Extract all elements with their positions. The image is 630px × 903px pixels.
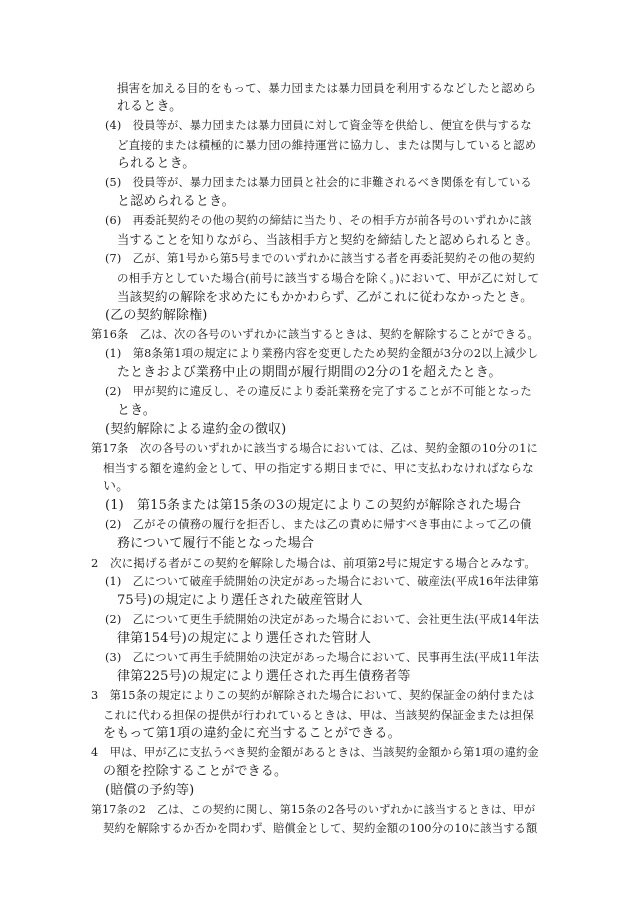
text-line: (1) 乙について破産手続開始の決定があった場合において、破産法(平成16年法律第 bbox=[105, 575, 539, 588]
text-line: の相手方としていた場合(前号に該当する場合を除く。)において、甲が乙に対して bbox=[117, 271, 540, 285]
text-line: (3) 乙について再生手続開始の決定があった場合において、民事再生法(平成11年法 bbox=[105, 651, 539, 664]
section-heading: (乙の契約解除権) bbox=[105, 308, 208, 323]
text-line: 務について履行不能となった場合 bbox=[117, 536, 314, 551]
text-line: (2) 乙がその債務の履行を拒否し、または乙の責めに帰すべき事由によって乙の債 bbox=[105, 518, 532, 531]
text-line: (4) 役員等が、暴力団または暴力団員に対して資金等を供給し、便宜を供与するな bbox=[105, 119, 532, 132]
text-line: い。 bbox=[103, 479, 130, 494]
text-line: と認められるとき。 bbox=[117, 194, 235, 209]
text-line: (5) 役員等が、暴力団または暴力団員と社会的に非難されるべき関係を有している bbox=[105, 176, 532, 189]
text-line: (6) 再委託契約その他の契約の締結に当たり、その相手方が前各号のいずれかに該 bbox=[105, 214, 532, 227]
text-line: 契約を解除するか否かを問わず、賠償金として、契約金額の100分の10に該当する額 bbox=[103, 822, 538, 835]
text-line: これに代わる担保の提供が行われているときは、甲は、当該契約保証金または担保 bbox=[103, 708, 535, 722]
article-line: 第16条 乙は、次の各号のいずれかに該当するときは、契約を解除することができる。 bbox=[91, 328, 539, 341]
text-line: 相当する額を違約金として、甲の指定する期日までに、甲に支払わなければならな bbox=[103, 461, 534, 475]
text-line: 当することを知りながら、当該相手方と契約を締結したと認められるとき。 bbox=[117, 233, 539, 247]
text-line: ど直接的または積極的に暴力団の維持運営に協力し、または関与していると認め bbox=[117, 138, 537, 152]
text-line: (1) 第15条または第15条の3の規定によりこの契約が解除された場合 bbox=[105, 498, 522, 513]
text-line: 律第154号)の規定により選任された管財人 bbox=[117, 631, 372, 646]
text-line: (2) 甲が契約に違反し、その違反により委託業務を完了することが不可能となった bbox=[105, 385, 532, 398]
text-line: をもって第1項の違約金に充当することができる。 bbox=[103, 726, 401, 741]
text-line: たときおよび業務中止の期間が履行期間の2分の1を超えたとき。 bbox=[117, 365, 502, 380]
section-heading: (契約解除による違約金の徴収) bbox=[105, 422, 287, 437]
text-line: られるとき。 bbox=[117, 156, 196, 171]
text-line: の額を控除することができる。 bbox=[103, 764, 288, 779]
article-line: 第17条 次の各号のいずれかに該当する場合においては、乙は、契約金額の10分の1に bbox=[91, 442, 538, 455]
text-line: (1) 第8条第1項の規定により業務内容を変更したため契約金額が3分の2以上減少し bbox=[105, 347, 539, 360]
text-line: 4 甲は、甲が乙に支払うべき契約金額があるときは、当該契約金額から第1項の違約金 bbox=[91, 746, 539, 759]
text-line: 75号)の規定により選任された破産管財人 bbox=[117, 593, 363, 608]
text-line: 律第225号)の規定により選任された再生債務者等 bbox=[117, 669, 411, 684]
text-line: (7) 乙が、第1号から第5号までのいずれかに該当する者を再委託契約その他の契約 bbox=[105, 252, 536, 265]
article-line: 第17条の2 乙は、この契約に関し、第15条の2各号のいずれかに該当するときは、甲が bbox=[91, 803, 536, 816]
text-line: 3 第15条の規定によりこの契約が解除された場合において、契約保証金の納付または bbox=[91, 689, 535, 702]
section-heading: (賠償の予約等) bbox=[105, 783, 195, 798]
text-line: とき。 bbox=[117, 403, 156, 418]
text-line: (2) 乙について更生手続開始の決定があった場合において、会社更生法(平成14年法 bbox=[105, 613, 539, 626]
text-line: 損害を加える目的をもって、暴力団または暴力団員を利用するなどしたと認めら bbox=[117, 81, 537, 95]
text-line: 当該契約の解除を求めたにもかかわらず、乙がこれに従わなかったとき。 bbox=[117, 289, 533, 304]
text-line: 2 次に掲げる者がこの契約を解除した場合は、前項第2号に規定する場合とみなす。 bbox=[91, 556, 537, 570]
text-line: れるとき。 bbox=[117, 99, 183, 114]
